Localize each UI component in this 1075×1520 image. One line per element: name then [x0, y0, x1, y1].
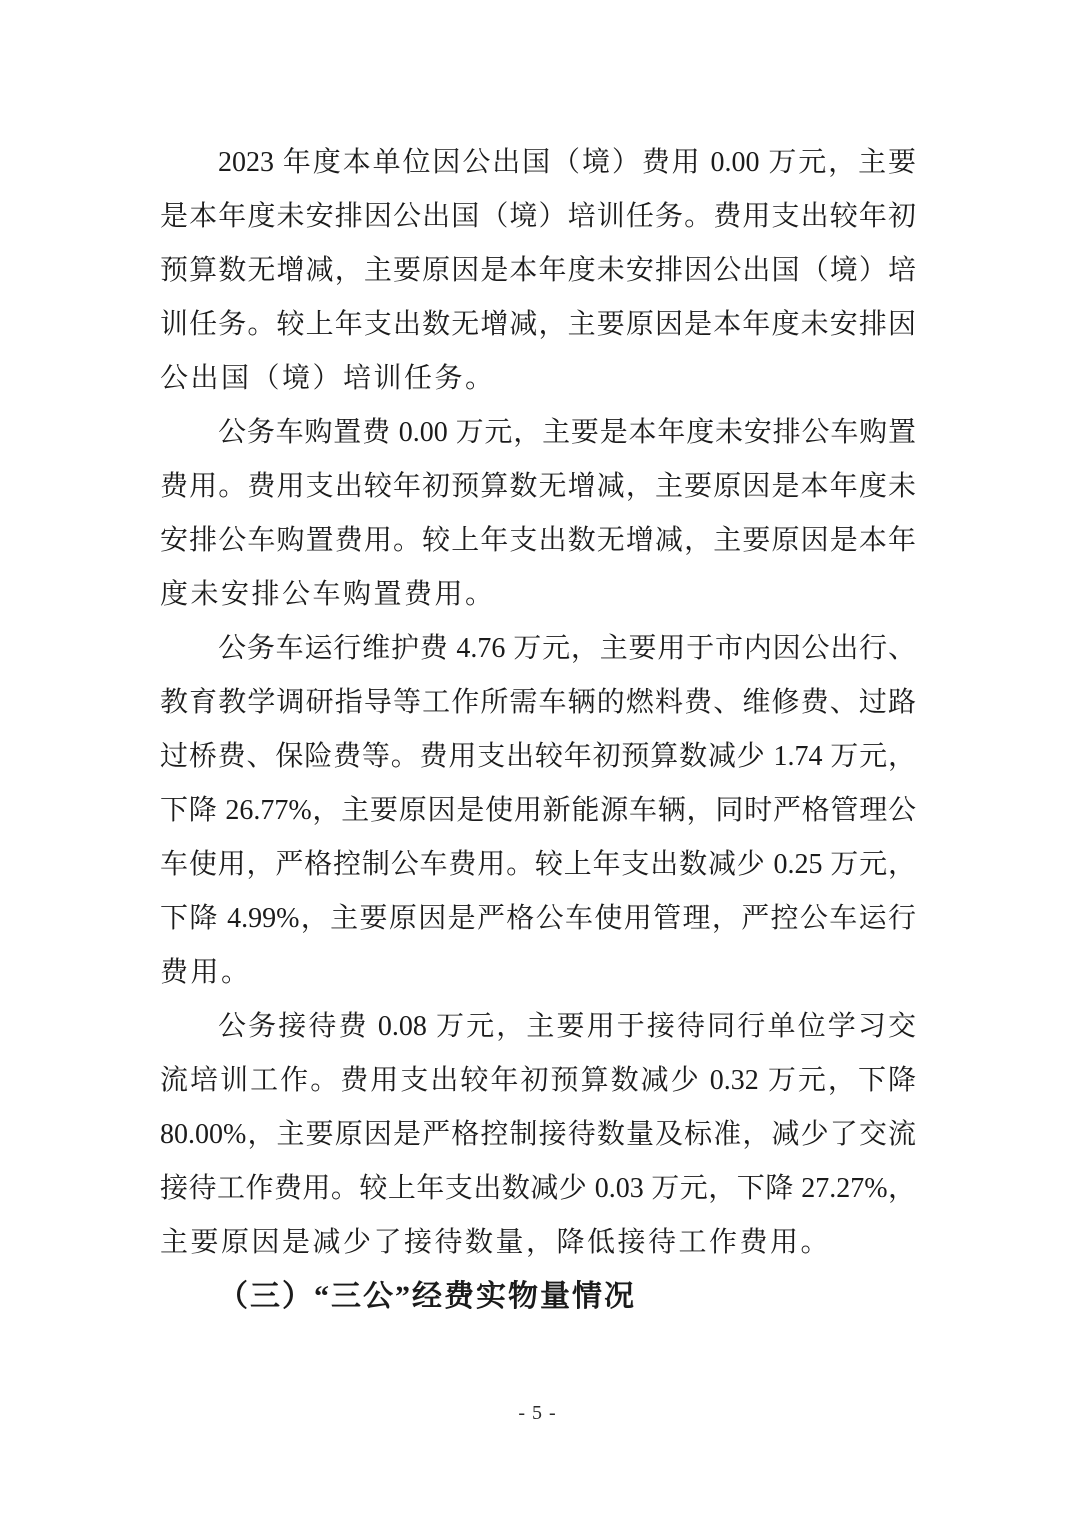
paragraph-vehicle-operation-expense: [160, 622, 916, 1000]
paragraph-line: 公出国（境）培训任务。: [160, 363, 496, 394]
paragraph-line: 公务接待费 0.08 万元，主要用于接待同行单位学习交: [218, 1011, 916, 1042]
paragraph-line: 80.00%，主要原因是严格控制接待数量及标准，减少了交流: [160, 1119, 916, 1150]
paragraph-line: 下降 4.99%，主要原因是严格公车使用管理，严控公车运行: [160, 903, 916, 934]
paragraph-line: 接待工作费用。较上年支出数减少 0.03 万元，下降 27.27%，: [160, 1173, 916, 1204]
paragraph-line: 教育教学调研指导等工作所需车辆的燃料费、维修费、过路: [160, 687, 916, 718]
paragraph-line: 安排公车购置费用。较上年支出数无增减，主要原因是本年: [160, 525, 916, 556]
document-body: [160, 136, 916, 1324]
paragraph-line: 费用。费用支出较年初预算数无增减，主要原因是本年度未: [160, 471, 916, 502]
paragraph-line: 训任务。较上年支出数无增减，主要原因是本年度未安排因: [160, 309, 916, 340]
paragraph-line: 过桥费、保险费等。费用支出较年初预算数减少 1.74 万元，: [160, 741, 916, 772]
paragraph-line: 是本年度未安排因公出国（境）培训任务。费用支出较年初: [160, 201, 916, 232]
paragraph-line: 预算数无增减，主要原因是本年度未安排因公出国（境）培: [160, 255, 916, 286]
paragraph-line: 费用。: [160, 957, 252, 988]
paragraph-line: 公务车运行维护费 4.76 万元，主要用于市内因公出行、: [218, 633, 916, 664]
paragraph-line: 公务车购置费 0.00 万元，主要是本年度未安排公车购置: [218, 417, 916, 448]
paragraph-line: 度未安排公车购置费用。: [160, 579, 496, 610]
paragraph-line: 下降 26.77%，主要原因是使用新能源车辆，同时严格管理公: [160, 795, 916, 826]
page-number: - 5 -: [518, 1402, 557, 1424]
section-heading: （三）“三公”经费实物量情况: [218, 1280, 636, 1313]
paragraph-vehicle-purchase-expense: [160, 406, 916, 622]
paragraph-official-reception-expense: [160, 1000, 916, 1270]
paragraph-line: 流培训工作。费用支出较年初预算数减少 0.32 万元，下降: [160, 1065, 916, 1096]
paragraph-line: 车使用，严格控制公车费用。较上年支出数减少 0.25 万元，: [160, 849, 916, 880]
paragraph-line: 主要原因是减少了接待数量，降低接待工作费用。: [160, 1227, 832, 1258]
paragraph-line: 2023 年度本单位因公出国（境）费用 0.00 万元，主要: [218, 147, 916, 178]
paragraph-overseas-travel-expense: [160, 136, 916, 406]
